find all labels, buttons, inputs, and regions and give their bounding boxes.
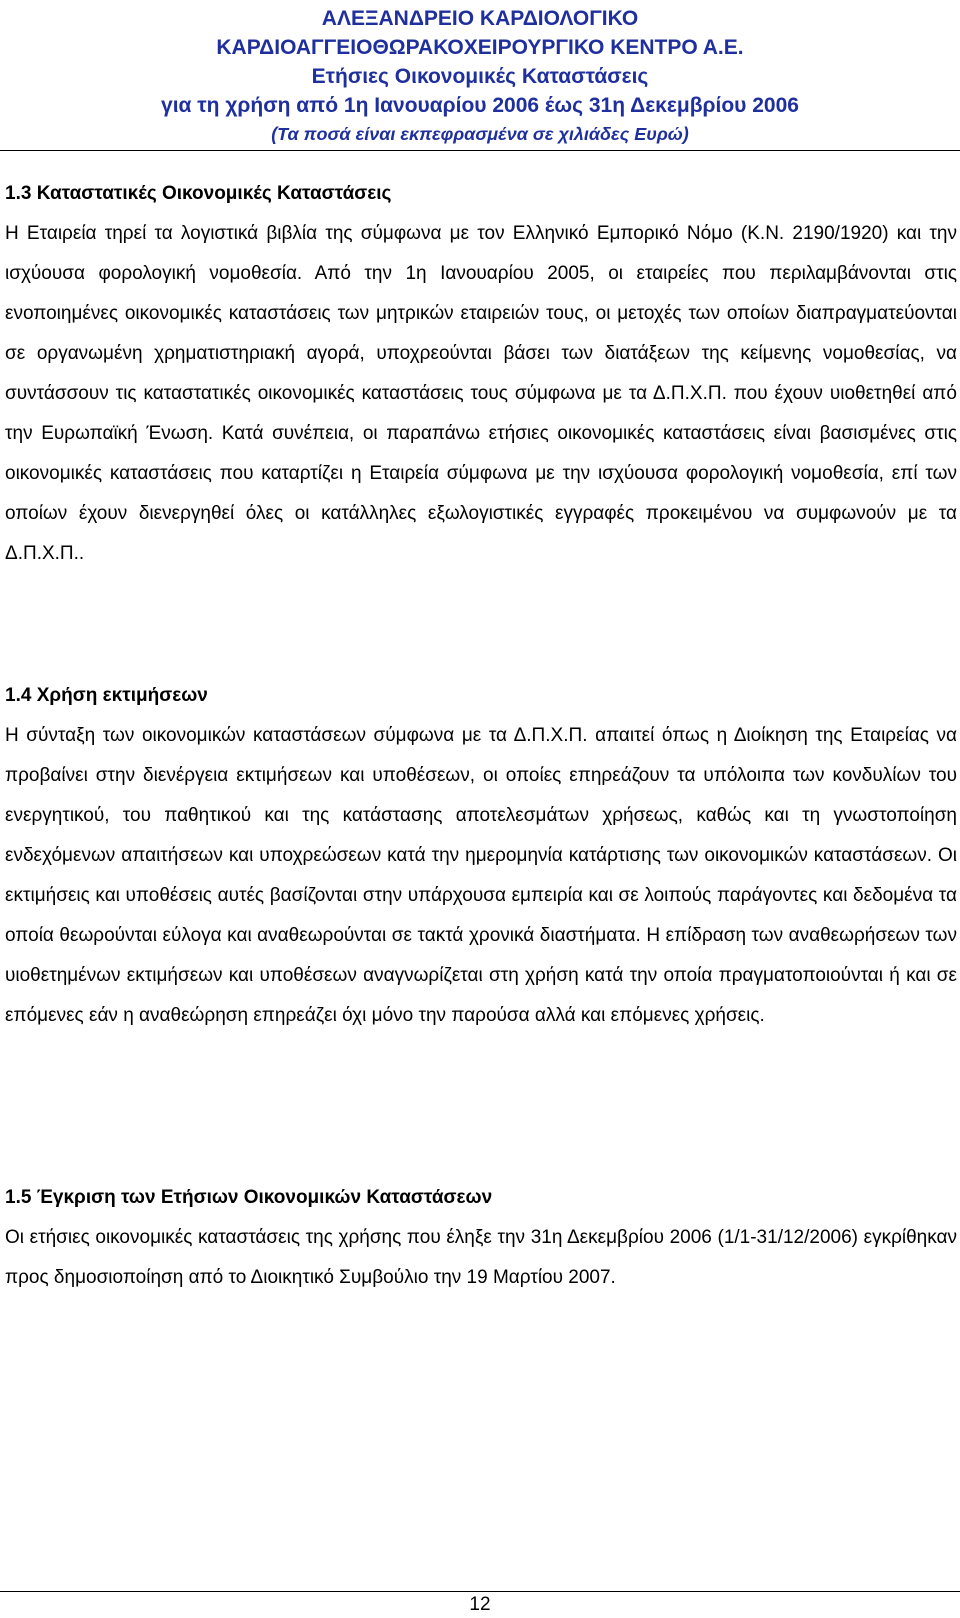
section-1-4 [5,676,957,1036]
section-body: Η Εταιρεία τηρεί τα λογιστικά βιβλία της σύμφωνα με τον Ελληνικό Εμπορικό Νόμο (Κ.Ν. 2190/1920) και την ισχύουσα φορολογική νομοθεσία. Από την 1η Ιανουαρίου 2005, οι εταιρείες που περιλαμβάνονται στις ενοποιημένες οικονομικές καταστάσεις των μητρικών εταιρειών τους, οι μετοχές των οποίων διαπραγματεύονται σε οργανωμένη χρηματιστηριακή αγορά, υποχρεούνται βάσει των διατάξεων της κείμενης νομοθεσίας, να συντάσσουν τις καταστατικές οικονομικές καταστάσεις τους σύμφωνα με τα Δ.Π.Χ.Π. που έχουν υιοθετηθεί από την Ευρωπαϊκή Ένωση. Κατά συνέπεια, οι παραπάνω ετήσιες οικονομικές καταστάσεις είναι βασισμένες στις οικονομικές καταστάσεις που καταρτίζει η Εταιρεία σύμφωνα με την ισχύουσα φορολογική νομοθεσία, επί των οποίων έχουν διενεργηθεί όλες οι κατάλληλες εξωλογιστικές εγγραφές προκειμένου να συμφωνούν με τα Δ.Π.Χ.Π.. [5,223,957,564]
document-header [0,4,960,149]
fiscal-period: για τη χρήση από 1η Ιανουαρίου 2006 έως 31η Δεκεμβρίου 2006 [161,94,799,117]
footer-divider [0,1591,960,1592]
section-1-5 [5,1178,957,1298]
section-heading: 1.4 Χρήση εκτιμήσεων [5,685,208,706]
section-body: Η σύνταξη των οικονομικών καταστάσεων σύμφωνα με τα Δ.Π.Χ.Π. απαιτεί όπως η Διοίκηση της Εταιρείας να προβαίνει στην διενέργεια εκτιμήσεων και υποθέσεων, οι οποίες επηρεάζουν τα υπόλοιπα των κονδυλίων του ενεργητικού, του παθητικού και της κατάστασης αποτελεσμάτων χρήσεως, καθώς και τη γνωστοποίηση ενδεχόμενων απαιτήσεων και υποχρεώσεων κατά την ημερομηνία κατάρτισης των οικονομικών καταστάσεων. Οι εκτιμήσεις και υποθέσεις αυτές βασίζονται στην υπάρχουσα εμπειρία και σε λοιπούς παράγοντες και δεδομένα τα οποία θεωρούνται εύλογα και αναθεωρούνται σε τακτά χρονικά διαστήματα. Η επίδραση των αναθεωρήσεων των υιοθετημένων εκτιμήσεων και υποθέσεων αναγνωρίζεται στη χρήση κατά την οποία πραγματοποιούνται ή και σε επόμενες εάν η αναθεώρηση επηρεάζει όχι μόνο την παρούσα αλλά και επόμενες χρήσεις. [5,725,957,1026]
header-divider [0,150,960,151]
section-1-3 [5,174,957,574]
section-heading: 1.5 Έγκριση των Ετήσιων Οικονομικών Καταστάσεων [5,1187,493,1208]
section-heading: 1.3 Καταστατικές Οικονομικές Καταστάσεις [5,183,392,204]
currency-note: (Τα ποσά είναι εκπεφρασμένα σε χιλιάδες Ευρώ) [271,124,689,144]
section-body: Οι ετήσιες οικονομικές καταστάσεις της χρήσης που έληξε την 31η Δεκεμβρίου 2006 (1/1-31/12/2006) εγκρίθηκαν προς δημοσιοποίηση από το Διοικητικό Συμβούλιο την 19 Μαρτίου 2007. [5,1227,957,1288]
statements-title: Ετήσιες Οικονομικές Καταστάσεις [311,65,649,88]
company-name-line-2: ΚΑΡΔΙΟΑΓΓΕΙΟΘΩΡΑΚΟΧΕΙΡΟΥΡΓΙΚΟ ΚΕΝΤΡΟ Α.Ε. [216,36,744,59]
page-number: 12 [469,1594,491,1615]
company-name-line-1: ΑΛΕΞΑΝΔΡΕΙΟ ΚΑΡΔΙΟΛΟΓΙΚΟ [321,7,639,30]
